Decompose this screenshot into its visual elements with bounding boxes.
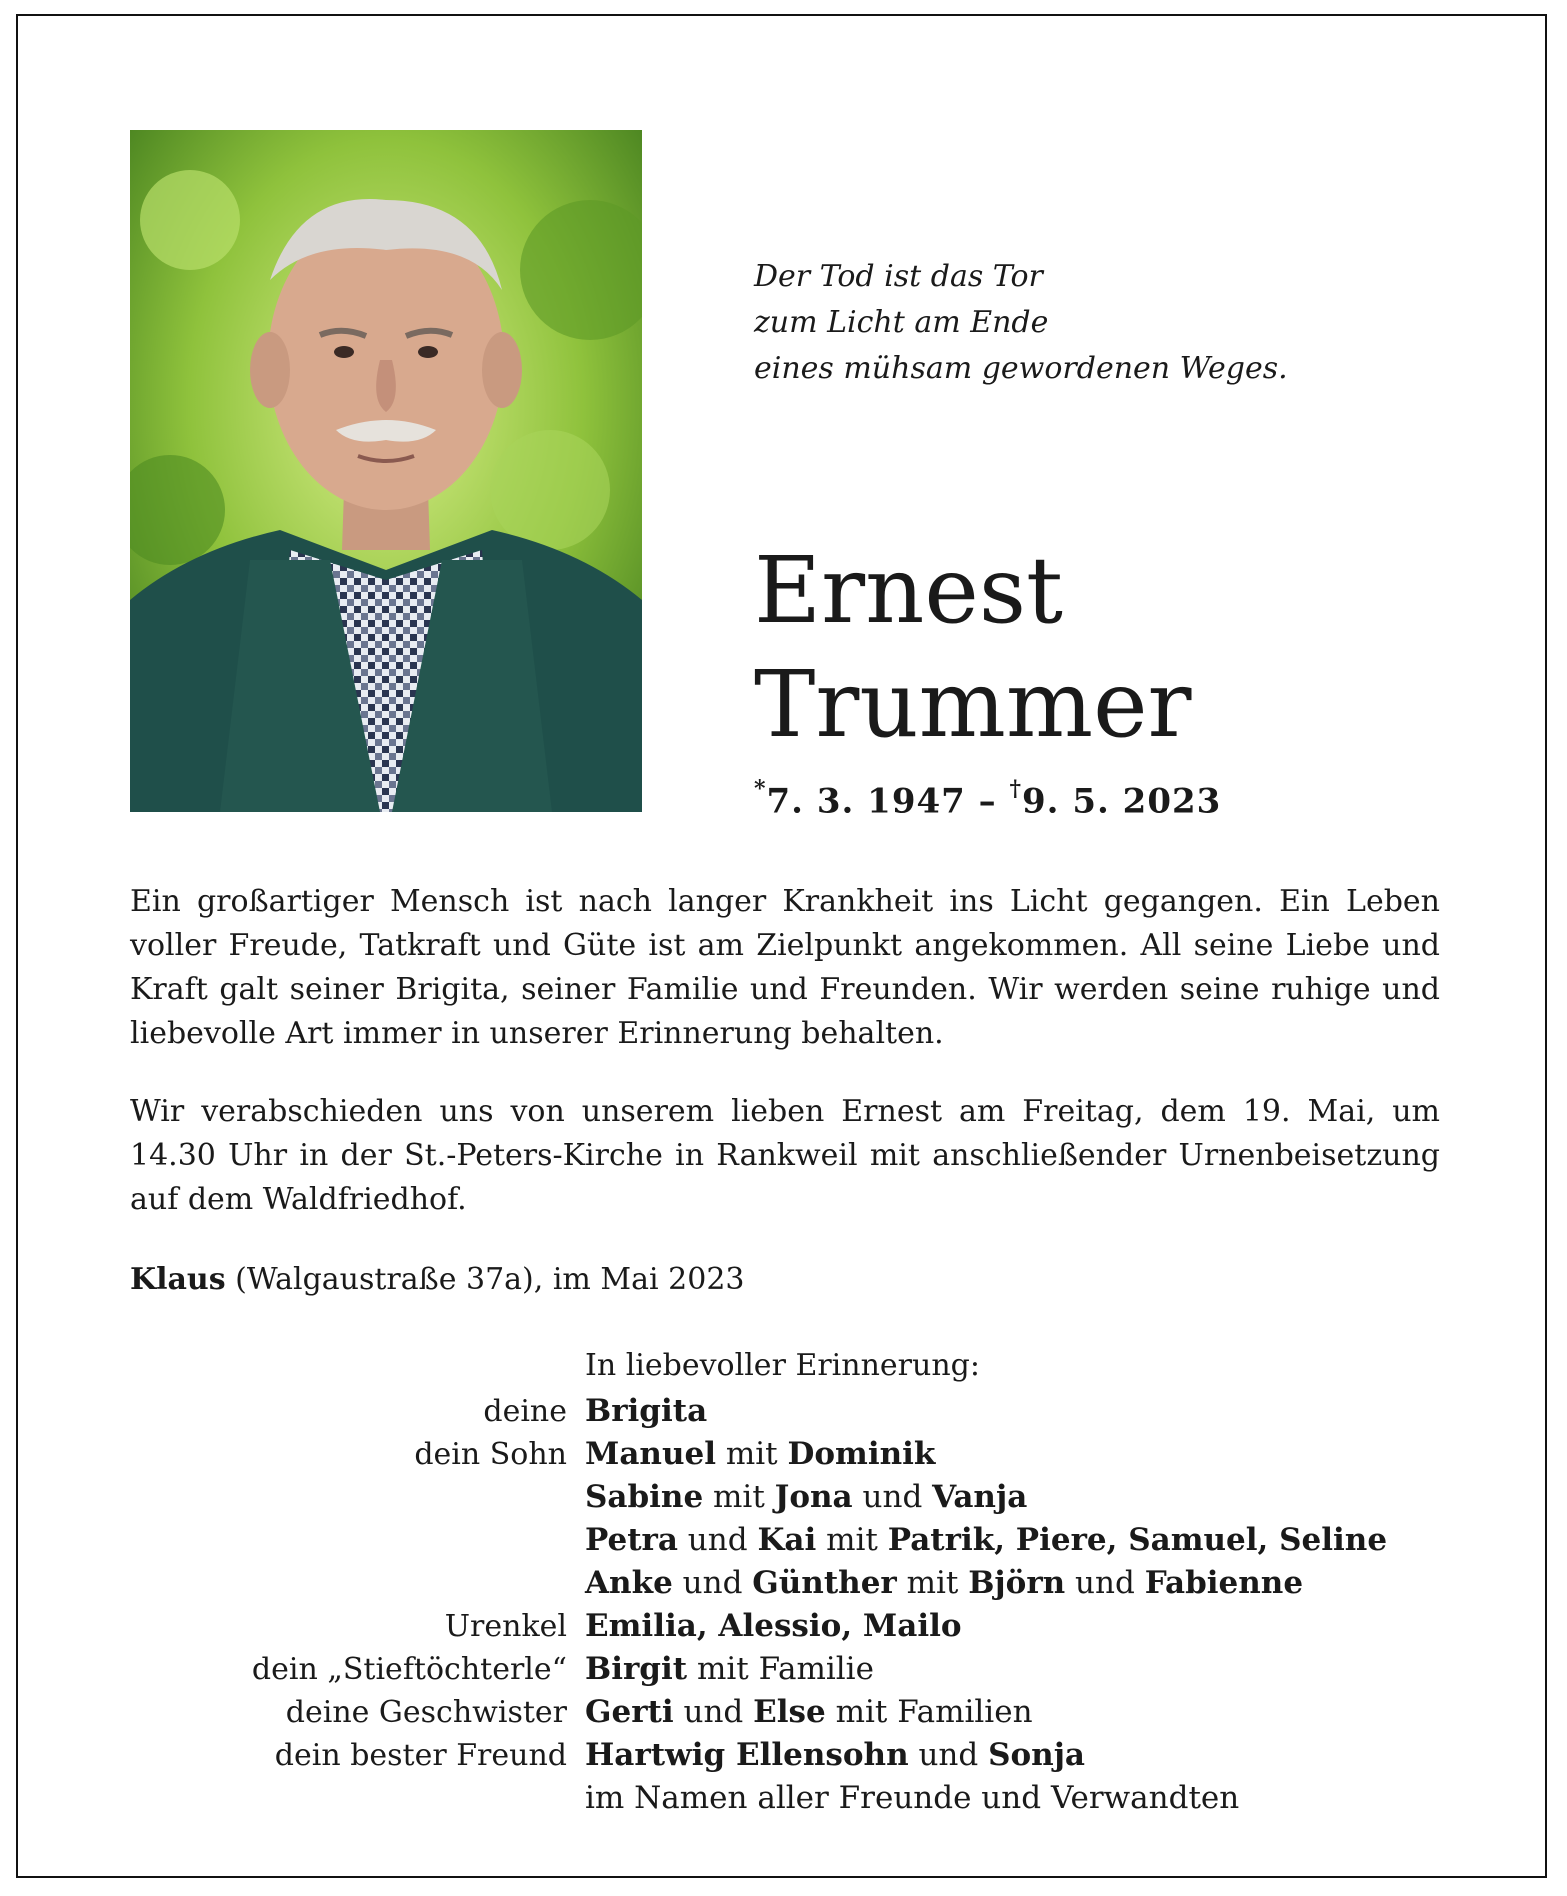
mourner-name: Jona [774,1479,853,1515]
mourner-row [130,1608,1460,1651]
mourner-name: Dominik [787,1436,936,1472]
deceased-name [754,534,1192,762]
connector-text: mit Familien [825,1694,1033,1730]
mourner-name: Günther [752,1565,897,1601]
death-symbol: † [1009,776,1023,802]
connector-text: und [852,1479,933,1515]
mourner-name: Patrik, Piere, Samuel, Seline [887,1522,1388,1558]
mourners-intro: In liebevoller Erinnerung: [585,1348,980,1383]
mourner-row [130,1436,1460,1479]
relation-label: dein „Stieftöchterle“ [251,1652,567,1687]
mourner-name: Sonja [988,1737,1085,1773]
relation-label: deine [483,1394,567,1429]
mourner-names [585,1393,707,1429]
mourner-row [130,1522,1460,1565]
mourner-names [585,1651,874,1687]
connector-text: und [1065,1565,1145,1601]
mourner-name: Hartwig Ellensohn [585,1737,909,1773]
life-dates [754,776,1222,822]
relation-label: dein bester Freund [274,1738,567,1773]
connector-text: und [673,1694,754,1730]
funeral-details-paragraph: Wir verabschieden uns von unserem lieben Ernest am Freitag, dem 19. Mai, um 14.30 Uhr in der St.-Peters-Kirche in Rankweil mit anschließender Urnenbeisetzung auf dem Waldfriedhof. [130,1094,1440,1217]
connector-text: und [677,1522,758,1558]
mourner-name: Manuel [585,1436,716,1472]
mourner-row [130,1651,1460,1694]
connector-text: und [908,1737,989,1773]
relation-label: deine Geschwister [285,1695,567,1730]
mourner-row [130,1565,1460,1608]
mourner-names [585,1565,1303,1601]
mourner-name: Gerti [585,1694,674,1730]
town: Klaus [130,1262,226,1297]
quote-line: eines mühsam gewordenen Weges. [754,351,1288,386]
mourner-names [585,1780,1239,1816]
connector-text: und [672,1565,753,1601]
mourner-row [130,1694,1460,1737]
mourner-names [585,1522,1387,1558]
mourner-row [130,1737,1460,1780]
relation-label: Urenkel [444,1609,567,1644]
mourner-names [585,1479,1027,1515]
mourner-names [585,1694,1033,1730]
mourner-name: Anke [585,1565,673,1601]
death-date: 9. 5. 2023 [1022,781,1222,822]
epitaph-quote [754,254,1288,392]
mourner-name: Fabienne [1144,1565,1304,1601]
mourner-name: Brigita [585,1393,708,1429]
quote-line: Der Tod ist das Tor [754,259,1043,294]
birth-date: 7. 3. 1947 [766,781,966,822]
connector-text: mit Familie [687,1651,874,1687]
connector-text: mit [715,1436,788,1472]
first-name: Ernest [754,537,1064,644]
mourner-name: Kai [757,1522,817,1558]
connector-text: mit [816,1522,888,1558]
mourner-names [585,1436,935,1472]
quote-line: zum Licht am Ende [754,305,1049,340]
mourner-row [130,1780,1460,1823]
place-and-date [130,1262,745,1297]
portrait-photo [130,130,642,812]
mourner-name: Sabine [585,1479,704,1515]
connector-text: mit [896,1565,969,1601]
mourner-name: Emilia, Alessio, Mailo [585,1608,962,1644]
mourners-list [130,1393,1460,1823]
date-separator: – [965,781,1010,822]
last-name: Trummer [754,651,1192,758]
connector-text: im Namen aller Freunde und Verwandten [585,1780,1240,1816]
mourner-names [585,1737,1085,1773]
mourner-name: Vanja [932,1479,1028,1515]
birth-symbol: * [754,776,767,802]
mourner-name: Birgit [585,1651,688,1687]
mourner-name: Björn [968,1565,1066,1601]
mourner-row [130,1393,1460,1436]
address-date: (Walgaustraße 37a), im Mai 2023 [225,1262,745,1297]
mourner-names [585,1608,962,1644]
obituary-paragraph: Ein großartiger Mensch ist nach langer Krankheit ins Licht gegangen. Ein Leben voller Freude, Tatkraft und Güte ist am Zielpunkt angekommen. All seine Liebe und Kraft galt seiner Brigita, seiner Familie und Freunden. Wir werden seine ruhige und liebevolle Art immer in unserer Erinnerung behalten. [130,884,1440,1051]
connector-text: mit [703,1479,775,1515]
mourner-name: Else [753,1694,826,1730]
relation-label: dein Sohn [414,1437,567,1472]
mourner-name: Petra [585,1522,678,1558]
mourner-row [130,1479,1460,1522]
